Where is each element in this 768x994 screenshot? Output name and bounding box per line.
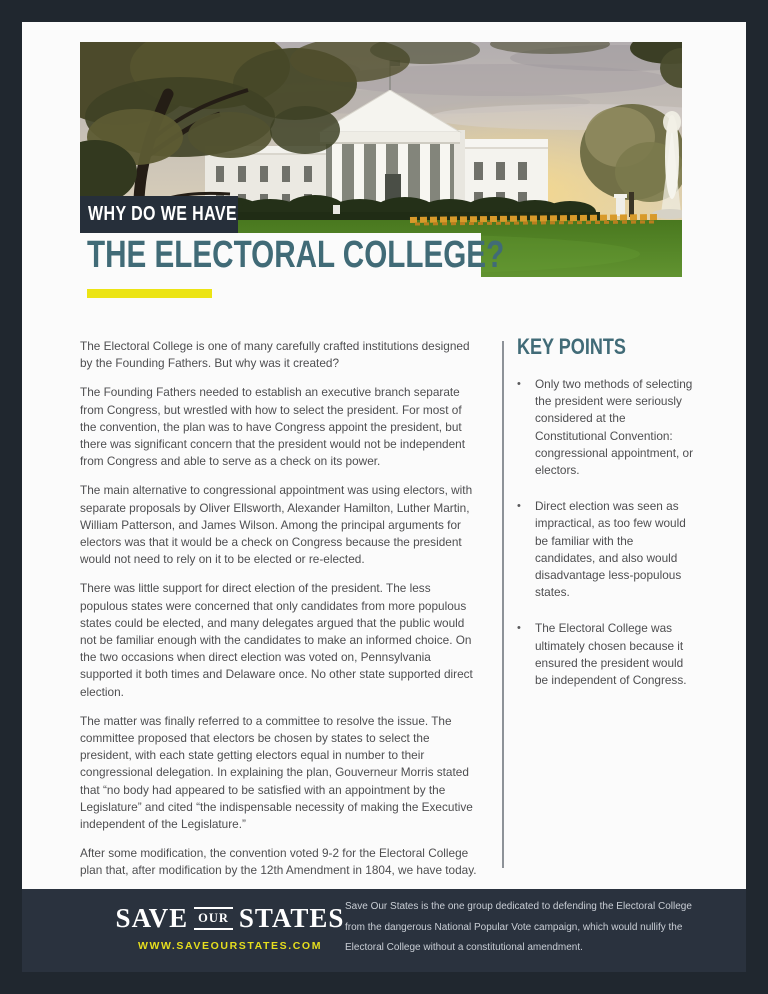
sidebar-heading: KEY POINTS bbox=[517, 334, 626, 359]
accent-underline bbox=[87, 289, 212, 298]
footer bbox=[22, 889, 746, 972]
article-body bbox=[80, 338, 478, 892]
bullet-icon: • bbox=[517, 378, 521, 390]
key-point-text: Direct election was seen as impractical, as too few would be familiar with the candidates, and also would disadvantage less-populous states. bbox=[535, 499, 686, 600]
page-title: THE ELECTORAL COLLEGE? bbox=[87, 233, 505, 276]
article-paragraph: There was little support for direct election of the president. The less populous states were concerned that only candidates from more populous states could be elected, and many delegates argued that the public would not be familiar enough with the candidates to make an informed choice. On the two occasions when direct election was voted on, Pennsylvania supported it both times and Delaware once. No other state supported direct election. bbox=[80, 581, 473, 699]
title-kicker-box bbox=[80, 196, 238, 233]
bullet-icon: • bbox=[517, 622, 521, 635]
logo-wordmark bbox=[110, 903, 350, 934]
page-title-box bbox=[80, 233, 505, 277]
hero-photo bbox=[80, 42, 682, 277]
key-point-text: Only two methods of selecting the president were seriously considered at the Constitutional Convention: congressional appointment, or electors. bbox=[535, 377, 694, 478]
logo-word-our: OUR bbox=[194, 907, 233, 930]
article-paragraph: After some modification, the convention voted 9-2 for the Electoral College plan that, after modification by the 12th Amendment in 1804, we have today. bbox=[80, 846, 477, 878]
title-kicker: WHY DO WE HAVE bbox=[88, 203, 238, 225]
key-point-text: The Electoral College was ultimately chosen because it ensured the president would be independent of Congress. bbox=[535, 621, 687, 688]
bullet-icon: • bbox=[517, 500, 521, 513]
article-paragraph: The Founding Fathers needed to establish an executive branch separate from Congress, but wrestled with how to select the president. For most of the convention, the plan was to have Congress appoint the president, but there was significant concern that the president would not be independent from Congress and able to serve as a check on its power. bbox=[80, 385, 465, 469]
document-page bbox=[22, 22, 746, 889]
save-our-states-logo bbox=[110, 903, 350, 954]
key-points-sidebar bbox=[517, 333, 699, 708]
article-paragraph: The Electoral College is one of many carefully crafted institutions designed by the Founding Fathers. But why was it created? bbox=[80, 339, 470, 371]
key-point-item bbox=[517, 498, 699, 601]
article-paragraph: The main alternative to congressional appointment was using electors, with separate proposals by Oliver Ellsworth, Alexander Hamilton, Luther Martin, William Patterson, and James Wilson. Among the principal arguments for electors was that it would be a check on Congress because the president would not need to rely on it to be elected or re-elected. bbox=[80, 483, 473, 567]
column-divider bbox=[502, 341, 504, 868]
sidebar-heading-wrap bbox=[517, 333, 699, 361]
footer-tagline: Save Our States is the one group dedicated to defending the Electoral College from the dangerous National Popular Vote campaign, which would nullify the Electoral College without a constitutional amendment. bbox=[345, 901, 692, 953]
logo-word-save: SAVE bbox=[115, 903, 189, 933]
article-paragraph: The matter was finally referred to a committee to resolve the issue. The committee proposed that electors be chosen by states to select the president, with each state getting electors equal in number to their congressional delegation. In explaining the plan, Gouverneur Morris stated that “no body had appeared to be satisfied with an appointment by the Legislature” and cited “the indispensable necessity of making the Executive independent of the Legislature.” bbox=[80, 713, 473, 832]
key-point-item bbox=[517, 376, 699, 479]
website-link[interactable]: WWW.SAVEOURSTATES.COM bbox=[137, 940, 323, 952]
key-point-item bbox=[517, 620, 699, 689]
logo-word-states: STATES bbox=[238, 903, 345, 933]
